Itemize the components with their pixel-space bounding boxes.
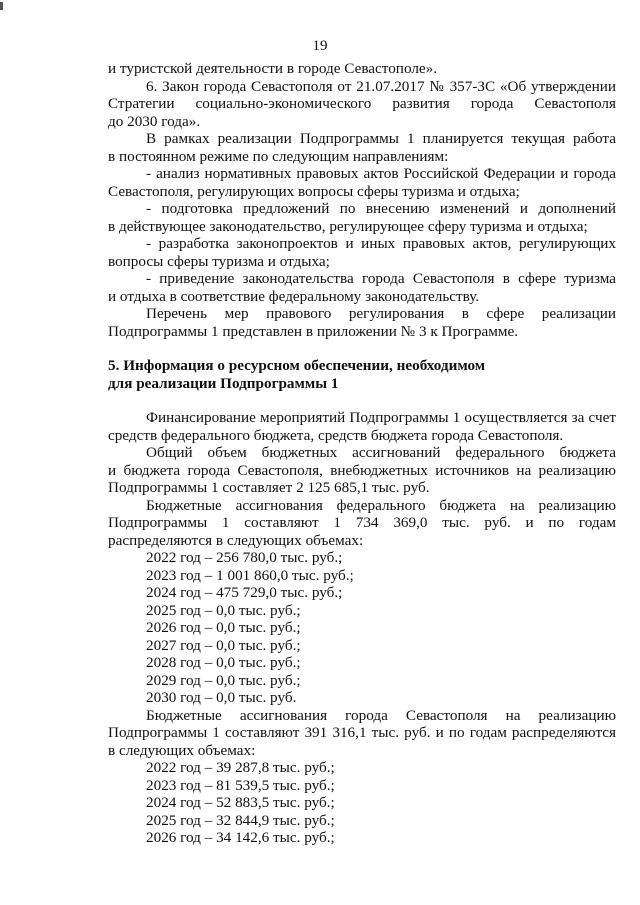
paragraph-federal-budget <box>108 497 616 550</box>
text-line: в постоянном режиме по следующим направлениям: <box>108 147 449 165</box>
paragraph-proposals <box>108 200 616 235</box>
list-item: 2027 год – 0,0 тыс. руб.; <box>146 636 301 654</box>
paragraph-measures <box>108 305 616 340</box>
list-item: 2024 год – 475 729,0 тыс. руб.; <box>146 584 343 601</box>
list-item: 2030 год – 0,0 тыс. руб. <box>146 689 297 706</box>
text-line: распределяются в следующих объемах: <box>108 531 364 549</box>
text-line: Финансирование мероприятий Подпрограммы 1 осуществляется за счет <box>146 409 616 426</box>
text-line: Подпрограммы 1 составляют 1 734 369,0 тыс. руб. и по годам <box>108 514 616 531</box>
text-line: - подготовка предложений по внесению изменений и дополнений <box>146 200 616 217</box>
list-item: 2023 год – 1 001 860,0 тыс. руб.; <box>146 566 354 584</box>
text-line: Севастополя, регулирующих вопросы сферы туризма и отдыха; <box>108 182 520 200</box>
city-years-list <box>108 759 616 847</box>
page-number: 19 <box>312 38 328 54</box>
text-line: Перечень мер правового регулирования в сфере реализации <box>146 305 616 322</box>
text-line: Подпрограммы 1 представлен в приложении № 3 к Программе. <box>108 322 519 340</box>
text-line: Подпрограммы 1 составляют 391 316,1 тыс. руб. и по годам распределяются <box>108 724 616 741</box>
paragraph-financing <box>108 409 616 444</box>
paragraph-analysis <box>108 165 616 200</box>
heading-line: 5. Информация о ресурсном обеспечении, необходимом <box>108 357 486 374</box>
paragraph-planned-work <box>108 130 616 165</box>
text-line: Бюджетные ассигнования города Севастополя на реализацию <box>146 706 616 724</box>
text-line: средств федерального бюджета, средств бюджета города Севастополя. <box>108 426 564 444</box>
text-line: Стратегии социально-экономического развития города Севастополя <box>108 95 616 112</box>
paragraph-total-volume <box>108 444 616 497</box>
list-item: 2028 год – 0,0 тыс. руб.; <box>146 654 301 671</box>
paragraph-drafting <box>108 235 616 270</box>
text-line: Бюджетные ассигнования федерального бюджета на реализацию <box>146 496 616 514</box>
text-line: вопросы сферы туризма и отдыха; <box>108 252 330 270</box>
list-item: 2023 год – 81 539,5 тыс. руб.; <box>146 776 335 794</box>
text-line: и бюджета города Севастополя, внебюджетных источников на реализацию <box>108 461 616 479</box>
list-item: 2025 год – 0,0 тыс. руб.; <box>146 601 301 619</box>
list-item: 2026 год – 0,0 тыс. руб.; <box>146 619 301 636</box>
text-line: до 2030 года». <box>108 112 201 130</box>
paragraph-tourism-end <box>108 60 616 78</box>
paragraph-city-budget <box>108 707 616 760</box>
text-line: 6. Закон города Севастополя от 21.07.2017 № 357-ЗС «Об утверждении <box>146 77 616 95</box>
text-line: Общий объем бюджетных ассигнований федерального бюджета <box>146 444 616 461</box>
text-line: - приведение законодательства города Севастополя в сфере туризма <box>146 270 616 287</box>
list-item: 2026 год – 34 142,6 тыс. руб.; <box>146 829 335 846</box>
text-line: Подпрограммы 1 составляет 2 125 685,1 тыс. руб. <box>108 479 430 496</box>
heading-line: для реализации Подпрограммы 1 <box>108 374 339 392</box>
text-line: и туристской деятельности в городе Севастополе». <box>108 60 438 77</box>
scan-mark <box>0 2 3 10</box>
paragraph-law-6 <box>108 78 616 131</box>
text-line: в действующее законодательство, регулирующее сферу туризма и отдыха; <box>108 217 588 235</box>
list-item: 2024 год – 52 883,5 тыс. руб.; <box>146 794 335 811</box>
text-line: В рамках реализации Подпрограммы 1 планируется текущая работа <box>146 130 616 147</box>
federal-years-list <box>108 549 616 707</box>
text-line: и отдыха в соответствие федеральному законодательству. <box>108 287 480 305</box>
text-line: - анализ нормативных правовых актов Российской Федерации и города <box>146 165 616 182</box>
list-item: 2029 год – 0,0 тыс. руб.; <box>146 671 301 689</box>
section-heading <box>108 357 616 392</box>
list-item: 2025 год – 32 844,9 тыс. руб.; <box>146 811 335 829</box>
list-item: 2022 год – 39 287,8 тыс. руб.; <box>146 759 335 776</box>
paragraph-alignment <box>108 270 616 305</box>
text-line: - разработка законопроектов и иных правовых актов, регулирующих <box>146 235 616 252</box>
list-item: 2022 год – 256 780,0 тыс. руб.; <box>146 549 343 566</box>
text-line: в следующих объемах: <box>108 741 256 759</box>
document-body <box>108 60 616 847</box>
